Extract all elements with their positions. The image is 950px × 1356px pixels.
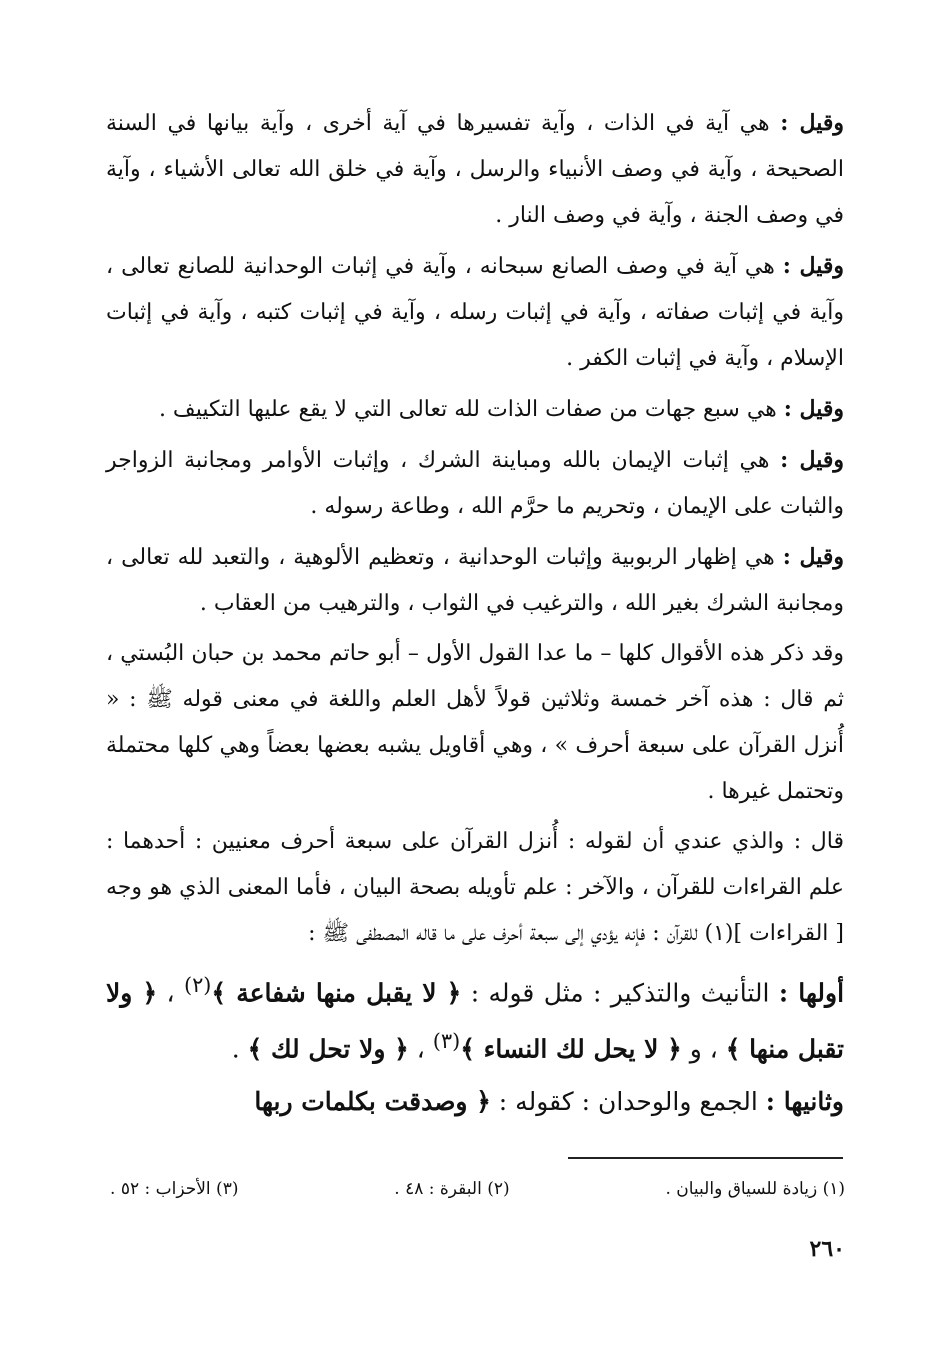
main-text <box>106 100 844 1130</box>
paragraph-6 <box>106 631 844 815</box>
paragraph-lead: وقيل : <box>783 396 844 422</box>
quran-quote: ﴿ ولا تحل لك ﴾ <box>247 1034 409 1064</box>
paragraph-text: وقد ذكر هذه الأقوال كلها – ما عدا القول الأول – أبو حاتم محمد بن حبان البُستي ، ثم قال : هذه آخر خمسة وثلاثين قولاً لأهل العلم واللغة في معنى قوله ﷺ : « أُنزل القرآن على سبعة أحرف » ، وهي أقاويل يشبه بعضها بعضاً وهي كلها محتملة وتحتمل غيرها . <box>106 641 844 804</box>
paragraph-text: هي سبع جهات من صفات الذات لله تعالى التي لا يقع عليها التكييف . <box>158 397 784 422</box>
paragraph-lead: وقيل : <box>782 544 844 570</box>
paragraph-text: ، و <box>681 1034 726 1064</box>
paragraph-text: ، <box>408 1034 433 1064</box>
quran-quote: ﴿ لا يقبل منها شفاعة ﴾ <box>211 978 462 1008</box>
paragraph-text: ، <box>157 978 184 1008</box>
quran-quote: ﴿ لا يحل لك النساء ﴾ <box>460 1034 682 1064</box>
footnote-marker: (٢) <box>183 973 212 997</box>
paragraph-text: هي آية في وصف الصانع سبحانه ، وآية في إثبات الوحدانية للصانع تعالى ، وآية في إثبات صفاته ، وآية في إثبات رسله ، وآية في إثبات كتبه ، وآية في إثبات الإسلام ، وآية في إثبات الكفر . <box>106 254 844 371</box>
paragraph-text: قال : والذي عندي أن لقوله : أُنزل القرآن على سبعة أحرف معنيين : أحدهما : علم القراءات للقرآن ، والآخر : علم تأويله بصحة البيان ، فأما المعنى الذي هو وجه [ القراءات ](١) للقرآن : فإنه يؤدي إلى سبعة أحرف على ما قاله المصطفى ﷺ : <box>106 829 844 946</box>
paragraph-text: التأنيث والتذكير : مثل قوله : <box>461 978 779 1008</box>
page-number: ٢٦٠ <box>809 1236 845 1262</box>
paragraph-2 <box>106 243 844 382</box>
quran-quote: ﴿ وصدقت بكلمات ربها <box>254 1086 491 1116</box>
footnotes <box>110 1175 845 1203</box>
footnote-1: (١) زيادة للسياق والبيان . <box>665 1179 845 1199</box>
paragraph-text: الجمع والوحدان : كقوله : <box>490 1086 766 1116</box>
paragraph-lead: وثانيها : <box>765 1086 844 1116</box>
paragraph-lead: وقيل : <box>782 253 844 279</box>
paragraph-text: هي إثبات الإيمان بالله ومباينة الشرك ، وإثبات الأوامر ومجانبة الزواجر والثبات على الإيمان ، وتحريم ما حرَّم الله ، وطاعة رسوله . <box>106 448 844 519</box>
quran-quote: ﴿ ولا تقبل منها ﴾ <box>106 978 844 1064</box>
footnote-separator <box>568 1157 843 1159</box>
paragraph-4 <box>106 437 844 530</box>
footnote-2: (٢) البقرة : ٤٨ . <box>394 1179 510 1199</box>
paragraph-lead: وقيل : <box>780 447 844 473</box>
paragraph-lead: أولها : <box>778 978 845 1008</box>
paragraph-3 <box>106 386 844 433</box>
paragraph-8 <box>106 961 844 1074</box>
footnote-marker: (٣) <box>432 1029 461 1054</box>
paragraph-lead: وقيل : <box>780 110 844 136</box>
paragraph-9 <box>106 1078 844 1126</box>
paragraph-text: هي إظهار الربوبية وإثبات الوحدانية ، وتعظيم الألوهية ، والتعبد لله تعالى ، ومجانبة الشرك بغير الله ، والترغيب في الثواب ، والترهيب من العقاب . <box>106 545 844 616</box>
paragraph-text: هي آية في الذات ، وآية تفسيرها في آية أخرى ، وآية بيانها في السنة الصحيحة ، وآية في وصف الأنبياء والرسل ، وآية في خلق الله تعالى الأشياء ، وآية في وصف الجنة ، وآية في وصف النار . <box>106 111 844 228</box>
paragraph-1 <box>106 100 844 239</box>
paragraph-5 <box>106 534 844 627</box>
paragraph-7 <box>106 819 844 957</box>
paragraph-text: . <box>231 1034 248 1064</box>
footnote-3: (٣) الأحزاب : ٥٢ . <box>110 1179 239 1199</box>
